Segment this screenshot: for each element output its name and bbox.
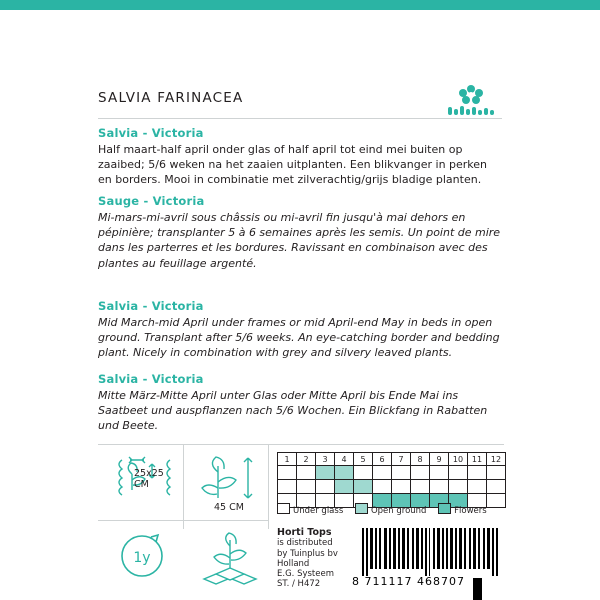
divider-vertical-2 (183, 444, 184, 529)
calendar-cell (468, 480, 487, 494)
calendar-cell (316, 466, 335, 480)
block-heading: Salvia - Victoria (98, 372, 204, 386)
legend-swatch-flowers (438, 503, 451, 514)
lifecycle-icon-cell (110, 528, 176, 588)
month-header: 11 (468, 453, 487, 466)
month-header: 4 (335, 453, 354, 466)
legend-swatch-open-ground (355, 503, 368, 514)
legend-label: Under glass (293, 506, 344, 516)
calendar-cell (430, 466, 449, 480)
divider-vertical (268, 444, 269, 529)
distributor-info (277, 528, 338, 590)
calendar-cell (449, 466, 468, 480)
calendar-cell (354, 466, 373, 480)
calendar-cell (373, 466, 392, 480)
legend-label: Flowers (454, 506, 487, 516)
svg-text:1y: 1y (133, 550, 151, 566)
calendar-cell (487, 480, 506, 494)
calendar-cell (335, 466, 354, 480)
legend-item-under-glass (277, 503, 343, 516)
title-row (98, 86, 502, 119)
month-header: 9 (430, 453, 449, 466)
legend-item-open-ground (355, 503, 426, 516)
page-title: SALVIA FARINACEA (98, 90, 244, 106)
block-heading: Salvia - Victoria (98, 126, 204, 140)
calendar-cell (316, 480, 335, 494)
calendar-cell (468, 466, 487, 480)
calendar-cell (278, 480, 297, 494)
month-header: 5 (354, 453, 373, 466)
month-header: 10 (449, 453, 468, 466)
calendar-header-row (278, 453, 506, 466)
block-body: Mi-mars-mi-avril sous châssis ou mi-avril fin jusqu'à mai dehors en pépinière; transplanter 5 à 6 semaines après les semis. Un point de mire dans les parterres et les bordures. Ravissant en combinaison avec des plantes au feuillage argenté. (98, 211, 501, 270)
month-header: 3 (316, 453, 335, 466)
month-header: 1 (278, 453, 297, 466)
block-heading: Salvia - Victoria (98, 299, 204, 313)
calendar-cell (392, 466, 411, 480)
block-body: Mitte März-Mitte April unter Glas oder Mitte April bis Ende Mai ins Saatbeet und auspflanzen nach 5/6 Wochen. Ein Blickfang in Rabatten und Beete. (98, 389, 488, 433)
bedding-plant-icon (196, 528, 266, 586)
annual-cycle-icon (110, 528, 176, 586)
calendar-cell (487, 466, 506, 480)
calendar-cell (373, 480, 392, 494)
block-heading: Sauge - Victoria (98, 194, 205, 208)
barcode-number: 8 711117 468707 (352, 575, 465, 588)
calendar-row-open-ground (278, 480, 506, 494)
distributor-line: E.G. Systeem (277, 569, 334, 580)
calendar-row-under-glass (278, 466, 506, 480)
calendar-cell (297, 480, 316, 494)
distributor-line: ST. / H472 (277, 579, 321, 590)
spacing-label: 25x25 CM (134, 468, 164, 490)
text-block-nl (98, 126, 504, 188)
calendar-cell (278, 466, 297, 480)
spacing-icon-cell (108, 450, 180, 516)
distributor-line: is distributed (277, 538, 333, 549)
calendar-cell (297, 466, 316, 480)
month-header: 6 (373, 453, 392, 466)
top-accent-bar (0, 0, 600, 10)
legend-item-flowers (438, 503, 487, 516)
calendar-cell (449, 480, 468, 494)
calendar-cell (411, 466, 430, 480)
distributor-line: Holland (277, 558, 310, 569)
height-label: 45 CM (214, 502, 244, 513)
calendar-cell (411, 480, 430, 494)
block-body: Half maart-half april onder glas of half april tot eind mei buiten op zaaibed; 5/6 weken na het zaaien uitplanten. Een blikvanger in perken en borders. Mooi in combinatie met zilverachtig/grijs bladige planten. (98, 143, 488, 187)
text-block-de (98, 372, 504, 434)
bottom-tick-mark (473, 578, 482, 600)
text-block-fr (98, 194, 504, 271)
month-header: 8 (411, 453, 430, 466)
divider-horizontal (98, 444, 504, 445)
company-name: Horti Tops (277, 527, 332, 538)
calendar-cell (354, 480, 373, 494)
bedding-icon-cell (196, 528, 262, 588)
plant-height-icon (196, 450, 262, 506)
flower-logo (440, 80, 502, 120)
month-header: 2 (297, 453, 316, 466)
legend-swatch-under-glass (277, 503, 290, 514)
calendar-cell (392, 480, 411, 494)
divider-horizontal-2 (98, 520, 268, 521)
month-header: 7 (392, 453, 411, 466)
distributor-line: by Tuinplus bv (277, 548, 338, 559)
text-block-en (98, 299, 504, 361)
sowing-calendar (277, 452, 506, 508)
block-body: Mid March-mid April under frames or mid April-end May in beds in open ground. Transplant after 5/6 weeks. An eye-catching border and bedding plant. Nicely in combination with grey and silvery leaved plants. (98, 316, 500, 360)
legend-label: Open ground (370, 506, 427, 516)
height-icon-cell (196, 450, 262, 516)
calendar-cell (430, 480, 449, 494)
month-header: 12 (487, 453, 506, 466)
barcode-bars (362, 528, 498, 576)
calendar-cell (335, 480, 354, 494)
calendar-legend (277, 503, 497, 516)
